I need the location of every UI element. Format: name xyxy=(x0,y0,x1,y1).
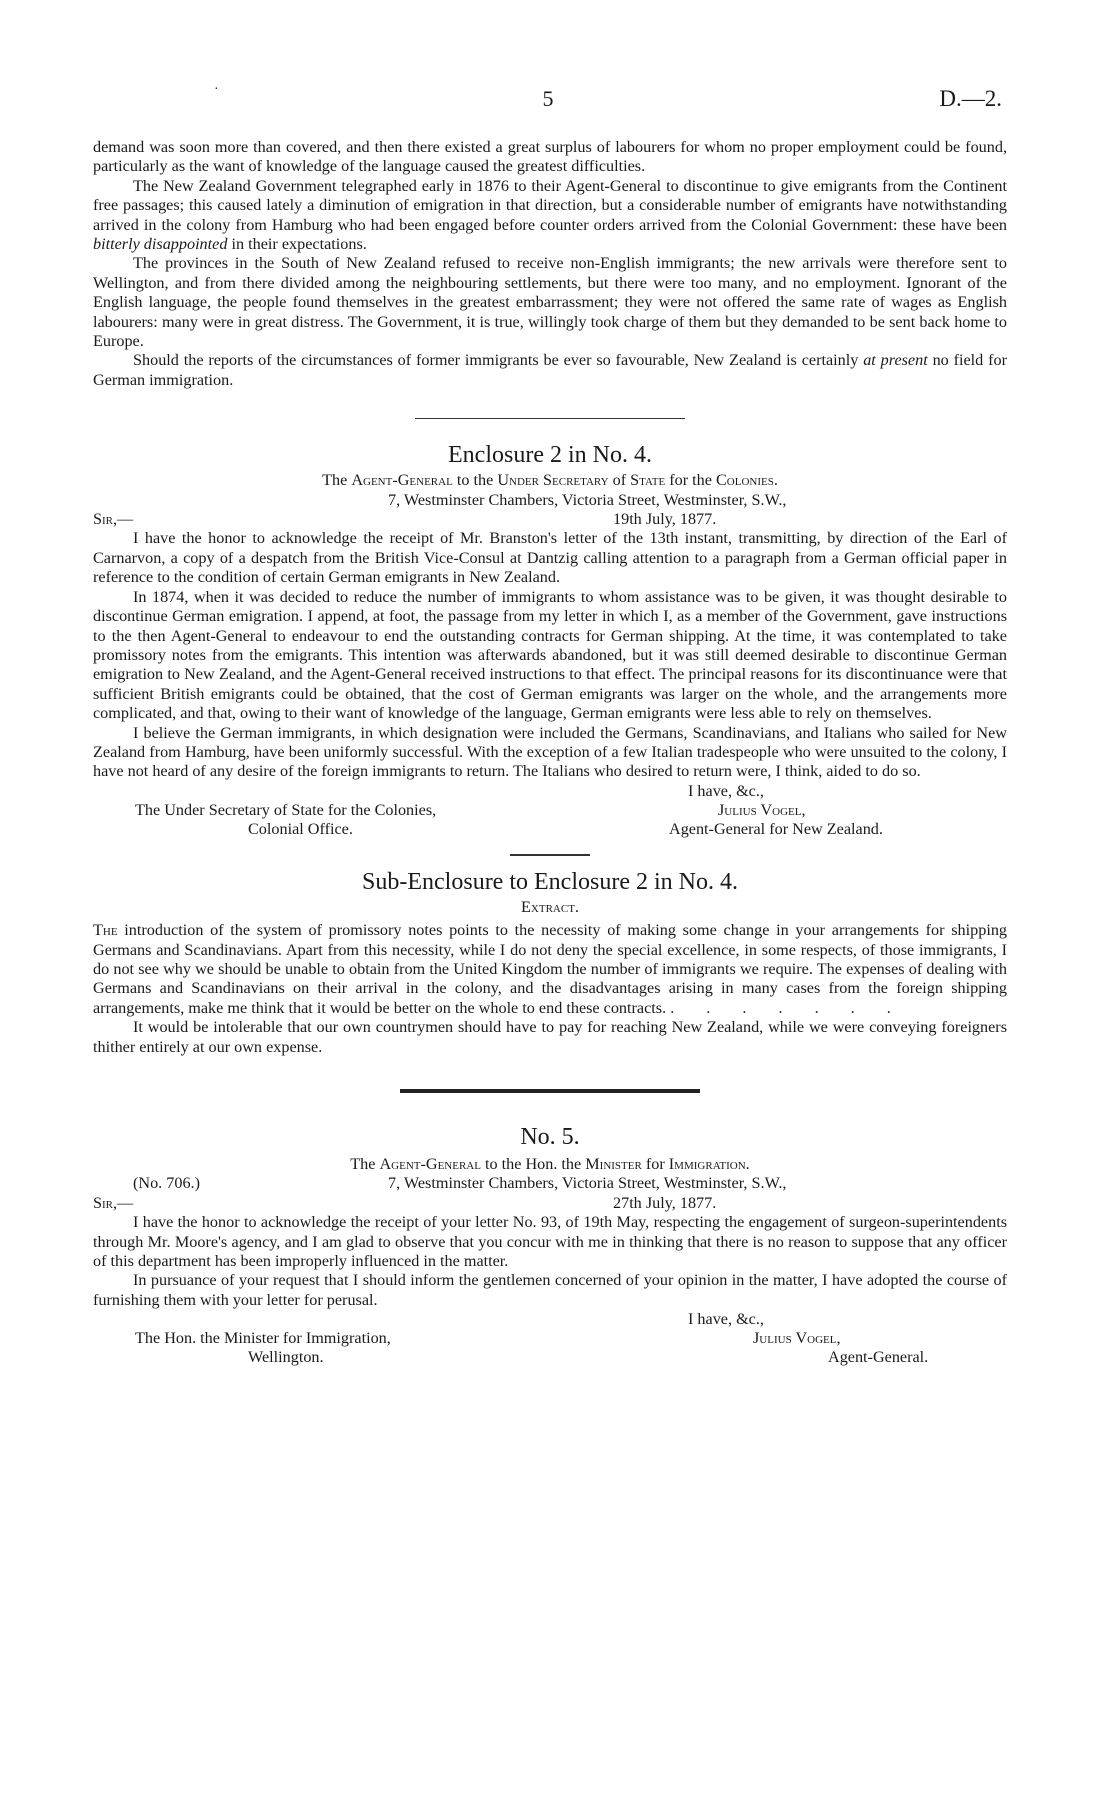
subtitle-recipient: Under Secretary xyxy=(497,471,609,490)
no5-subtitle xyxy=(93,1155,1007,1174)
no5-date: 27th July, 1877. xyxy=(613,1193,717,1212)
sub-enclosure-paragraph-2: It would be intolerable that our own countrymen should have to pay for reaching New Zealand, while we were conveying foreigners thither entirely at our own expense. xyxy=(93,1018,1007,1056)
subtitle-to: to the xyxy=(456,471,494,490)
enclosure-salutation-row xyxy=(93,510,1007,529)
enclosure-paragraph-1: I have the honor to acknowledge the receipt of Mr. Branston's letter of the 13th instant, transmitting, by direction of the Earl of Carnarvon, a copy of a despatch from the British Vice-Consul at Dantzig calling attention to a paragraph from a German official paper in reference to the condition of certain German emigrants in New Zealand. xyxy=(93,529,1007,587)
no5-signatory-title: Agent-General. xyxy=(828,1348,929,1367)
sub-enclosure-lead: The xyxy=(93,921,118,940)
no5-subtitle-dept: Immigration. xyxy=(668,1155,750,1174)
closing: I have, &c., xyxy=(688,781,764,800)
page-number: 5 xyxy=(542,86,554,111)
recipient-line-2: Colonial Office. xyxy=(248,819,353,838)
sub-enclosure-paragraph-1 xyxy=(93,921,1007,1018)
no5-recipient-line-1: The Hon. the Minister for Immigration, xyxy=(135,1329,391,1348)
intro-p2-italic: bitterly disappointed xyxy=(93,235,228,254)
no5-subtitle-for: for xyxy=(645,1155,665,1174)
no5-signatory: Julius Vogel, xyxy=(753,1329,841,1348)
intro-p4-text-b: no field for German immigration. xyxy=(93,351,1007,389)
no5-subtitle-sender: Agent-General xyxy=(379,1155,481,1174)
letter-date: 19th July, 1877. xyxy=(613,510,717,529)
intro-paragraph-3: The provinces in the South of New Zealand refused to receive non-English immigrants; the new arrivals were therefore sent to Wellington, and from there divided among the neighbouring settlements, but there were too many, and no employment. Ignorant of the English language, the people found themselves in the greatest embarrassment; they were not offered the same rate of wages as English labourers: many were in great distress. The Government, it is true, willingly took charge of them but they demanded to be sent back home to Europe. xyxy=(93,254,1007,351)
subtitle-sender: Agent-General xyxy=(351,471,453,490)
intro-p2-text-b: in their expectations. xyxy=(231,235,367,254)
signatory: Julius Vogel, xyxy=(718,800,806,819)
page-body xyxy=(93,138,1007,1368)
intro-p4-italic: at present xyxy=(863,351,928,370)
ellipsis: . . . . . . . xyxy=(670,998,905,1017)
no5-recipient-line-2: Wellington. xyxy=(248,1348,324,1367)
no5-paragraph-2: In pursuance of your request that I should inform the gentlemen concerned of your opinion in the matter, I have adopted the course of furnishing them with your letter for perusal. xyxy=(93,1271,1007,1309)
header-mark: · xyxy=(214,82,219,97)
intro-p2-text-a: The New Zealand Government telegraphed early in 1876 to their Agent-General to discontinue to give emigrants from the Continent free passages; this caused lately a diminution of emigration in that direction, but a considerable number of emigrants have notwithstanding arrived in the colony from Hamburg who had been engaged before counter orders arrived from the Colonial Government: these have been xyxy=(93,176,1007,234)
no5-address: 7, Westminster Chambers, Victoria Street, Westminster, S.W., xyxy=(388,1174,787,1193)
enclosure-signature-block xyxy=(93,782,1007,840)
salutation: Sir,— xyxy=(93,510,134,529)
subtitle-for: for the xyxy=(669,471,712,490)
intro-paragraph-1: demand was soon more than covered, and then there existed a great surplus of labourers for whom no proper employment could be found, particularly as the want of knowledge of the language caused the greatest difficulties. xyxy=(93,138,1007,176)
subtitle-state: State xyxy=(630,471,666,490)
no5-reference: (No. 706.) xyxy=(133,1174,200,1193)
enclosure-heading: Enclosure 2 in No. 4. xyxy=(448,442,652,469)
no5-signature-block xyxy=(93,1310,1007,1368)
no5-subtitle-recipient: Minister xyxy=(585,1155,642,1174)
no5-subtitle-the: The xyxy=(350,1155,376,1174)
extract-label: Extract. xyxy=(521,897,579,916)
signatory-title: Agent-General for New Zealand. xyxy=(669,819,883,838)
enclosure-subtitle xyxy=(93,471,1007,490)
subtitle-of: of xyxy=(612,471,627,490)
sub-enclosure-p1-text: introduction of the system of promissory notes points to the necessity of making some change in your arrangements for shipping Germans and Scandinavians. Apart from this necessity, while I do not deny the special excellence, in some respects, of those immigrants, I do not see why we should be unable to obtain from the United Kingdom the number of immigrants we require. The expenses of dealing with Germans and Scandinavians on their arrival in the colony, and the disadvantages arising in many cases from the foreign shipping arrangements, make me think that it would be better on the whole to end these contracts. xyxy=(93,921,1008,1017)
no5-closing: I have, &c., xyxy=(688,1310,764,1329)
intro-paragraph-4 xyxy=(93,351,1007,390)
intro-p4-text-a: Should the reports of the circumstances of former immigrants be ever so favourable, New Zealand is certainly xyxy=(133,351,859,370)
intro-paragraph-2 xyxy=(93,177,1007,255)
enclosure-paragraph-2: In 1874, when it was decided to reduce the number of immigrants to whom assistance was to be given, it was thought desirable to discontinue German emigration. I append, at foot, the passage from my letter in which I, as a member of the Government, gave instructions to the then Agent-General to endeavour to end the outstanding contracts for German shipping. At the time, it was contemplated to take promissory notes from the emigrants. This intention was afterwards abandoned, but it was still deemed desirable to discontinue German emigration to New Zealand, and the Agent-General received instructions to that effect. The principal reasons for its discontinuance were that sufficient British emigrants could be obtained, that the cost of German emigrants was larger on the whole, and the arrangements more complicated, and that, owing to their want of knowledge of the language, German emigrants were less able to rely on themselves. xyxy=(93,587,1007,723)
no5-ref-row xyxy=(93,1174,1007,1193)
enclosure-address: 7, Westminster Chambers, Victoria Street, Westminster, S.W., xyxy=(388,490,787,509)
subtitle-the: The xyxy=(322,471,348,490)
sub-enclosure-heading: Sub-Enclosure to Enclosure 2 in No. 4. xyxy=(362,868,738,895)
no5-heading: No. 5. xyxy=(520,1124,580,1151)
no5-paragraph-1: I have the honor to acknowledge the receipt of your letter No. 93, of 19th May, respecting the engagement of surgeon-superintendents through Mr. Moore's agency, and I am glad to observe that you concur with me in thinking that there is no reason to suppose that any officer of this department has been improperly influenced in the matter. xyxy=(93,1213,1007,1271)
document-reference: D.—2. xyxy=(939,86,1002,111)
page-header xyxy=(94,82,1002,116)
no5-salutation-row xyxy=(93,1194,1007,1213)
no5-salutation: Sir,— xyxy=(93,1193,134,1212)
subtitle-colonies: Colonies. xyxy=(715,471,778,490)
no5-subtitle-to: to the Hon. the xyxy=(485,1155,582,1174)
recipient-line-1: The Under Secretary of State for the Colonies, xyxy=(135,800,437,819)
enclosure-paragraph-3: I believe the German immigrants, in which designation were included the Germans, Scandinavians, and Italians who sailed for New Zealand from Hamburg, have been uniformly successful. With the exception of a few Italian tradespeople who were unsuited to the colony, I have not heard of any desire of the foreign immigrants to return. The Italians who desired to return were, I think, aided to do so. xyxy=(93,723,1007,781)
